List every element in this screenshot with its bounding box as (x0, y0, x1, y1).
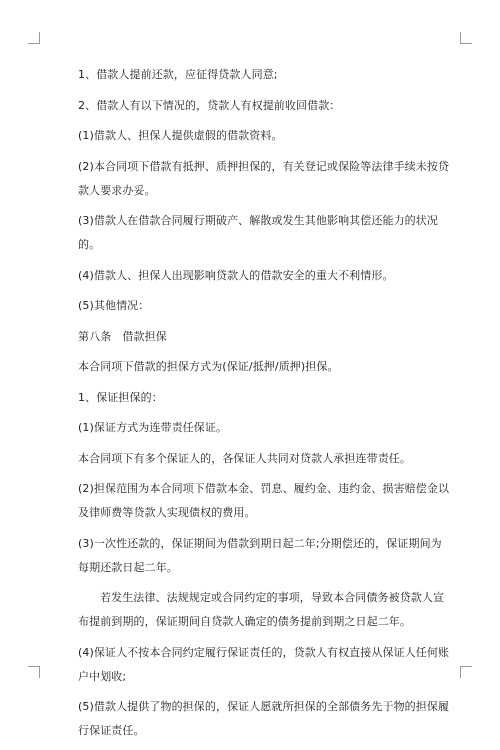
paragraph: 本合同项下借款的担保方式为(保证/抵押/质押)担保。 (78, 360, 339, 373)
paragraph: (2)本合同项下借款有抵押、质押担保的，有关登记或保险等法律手续未按贷款人要求办妥。 (78, 159, 450, 197)
paragraph: (5)借款人提供了物的担保的，保证人愿就所担保的全部债务先于物的担保履行保证责任。 (78, 700, 450, 737)
crop-mark-top-left (28, 32, 40, 44)
crop-mark-top-right (460, 32, 472, 44)
paragraph: 本合同项下有多个保证人的，各保证人共同对贷款人承担连带责任。 (78, 451, 411, 465)
paragraph: (4)保证人不按本合同约定履行保证责任的，贷款人有权直接从保证人任何账户中划收; (78, 645, 450, 683)
paragraph: (2)担保范围为本合同项下借款本金、罚息、履约金、违约金、损害赔偿金以及律师费等贷款人实现债权的费用。 (78, 482, 450, 519)
paragraph: (1)保证方式为连带责任保证。 (78, 421, 228, 434)
crop-mark-bottom-right (460, 666, 472, 678)
paragraph: 若发生法律、法规规定或合同约定的事项，导致本合同债务被贷款人宣布提前到期的，保证期间自贷款人确定的债务提前到期之日起二年。 (78, 591, 445, 628)
paragraph: 2、借款人有以下情况的，贷款人有权提前收回借款： (78, 98, 341, 112)
paragraph: (4)借款人、担保人出现影响贷款人的借款安全的重大不利情形。 (78, 268, 394, 282)
paragraph: (3)借款人在借款合同履行期破产、解散或发生其他影响其偿还能力的状况的。 (78, 214, 438, 251)
document-body (78, 63, 450, 750)
crop-mark-bottom-left (28, 666, 40, 678)
paragraph: (1)借款人、担保人提供虚假的借款资料。 (78, 129, 283, 142)
paragraph: 1、借款人提前还款，应征得贷款人同意; (78, 68, 278, 81)
paragraph: (3)一次性还款的，保证期间为借款到期日起二年;分期偿还的，保证期间为每期还款日起二年。 (78, 536, 442, 574)
section-heading: 第八条 借款担保 (78, 329, 167, 343)
paragraph: 1、保证担保的： (78, 390, 163, 404)
paragraph: (5)其他情况： (78, 299, 150, 312)
